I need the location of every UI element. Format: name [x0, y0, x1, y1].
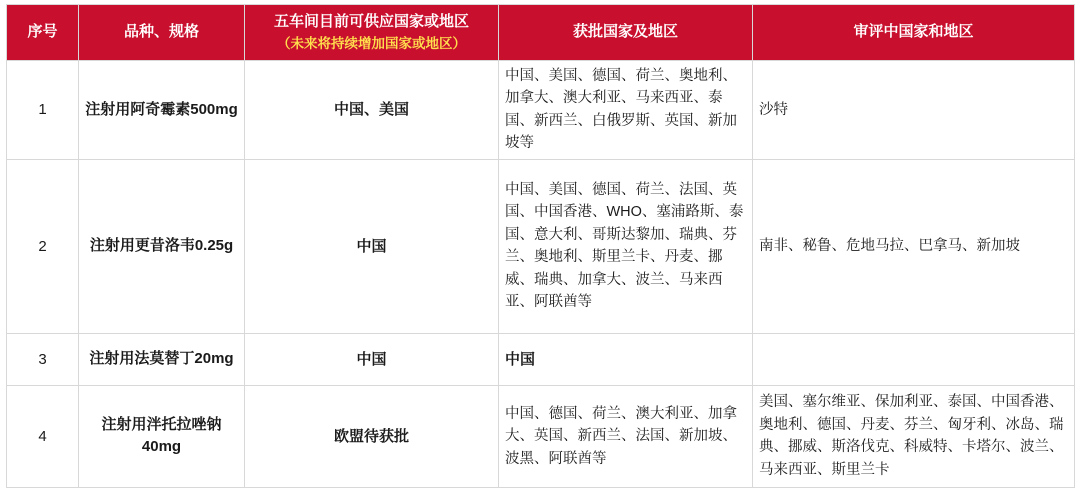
table-header [7, 5, 1075, 61]
cell-index: 2 [7, 159, 79, 333]
cell-product: 注射用法莫替丁20mg [79, 333, 245, 385]
column-header-approved-label: 获批国家及地区 [572, 23, 678, 41]
table-row [7, 159, 1075, 333]
column-header-supply-label: 五车间目前可供应国家或地区 [273, 13, 469, 31]
column-header-approved [499, 5, 753, 61]
cell-approved: 中国、美国、德国、荷兰、奥地利、加拿大、澳大利亚、马来西亚、泰国、新西兰、白俄罗斯、英国、新加坡等 [499, 61, 753, 160]
cell-review: 美国、塞尔维亚、保加利亚、泰国、中国香港、奥地利、德国、丹麦、芬兰、匈牙利、冰岛、瑞典、挪威、斯洛伐克、科威特、卡塔尔、波兰、马来西亚、斯里兰卡 [753, 385, 1075, 487]
cell-review: 沙特 [753, 61, 1075, 160]
cell-review: 南非、秘鲁、危地马拉、巴拿马、新加坡 [753, 159, 1075, 333]
cell-index: 3 [7, 333, 79, 385]
column-header-index-label: 序号 [27, 23, 58, 41]
cell-supply: 欧盟待获批 [245, 385, 499, 487]
column-header-review-label: 审评中国家和地区 [853, 23, 974, 41]
cell-review [753, 333, 1075, 385]
cell-product: 注射用阿奇霉素500mg [79, 61, 245, 160]
table-row [7, 61, 1075, 160]
cell-supply: 中国、美国 [245, 61, 499, 160]
cell-approved: 中国 [499, 333, 753, 385]
cell-product: 注射用泮托拉唑钠40mg [79, 385, 245, 487]
approvals-table [6, 4, 1075, 488]
table-body [7, 61, 1075, 488]
cell-supply: 中国 [245, 333, 499, 385]
cell-approved: 中国、美国、德国、荷兰、法国、英国、中国香港、WHO、塞浦路斯、泰国、意大利、哥斯达黎加、瑞典、芬兰、奥地利、斯里兰卡、丹麦、挪威、瑞典、加拿大、波兰、马来西亚、阿联酋等 [499, 159, 753, 333]
column-header-index [7, 5, 79, 61]
table-row [7, 333, 1075, 385]
cell-index: 1 [7, 61, 79, 160]
column-header-product-label: 品种、规格 [123, 23, 199, 41]
column-header-product [79, 5, 245, 61]
cell-product: 注射用更昔洛韦0.25g [79, 159, 245, 333]
table-header-row [7, 5, 1075, 61]
cell-supply: 中国 [245, 159, 499, 333]
column-header-supply [245, 5, 499, 61]
cell-index: 4 [7, 385, 79, 487]
table-row [7, 385, 1075, 487]
column-header-review [753, 5, 1075, 61]
cell-approved: 中国、德国、荷兰、澳大利亚、加拿大、英国、新西兰、法国、新加坡、波黑、阿联酋等 [499, 385, 753, 487]
column-header-supply-note: （未来将持续增加国家或地区） [277, 35, 466, 51]
